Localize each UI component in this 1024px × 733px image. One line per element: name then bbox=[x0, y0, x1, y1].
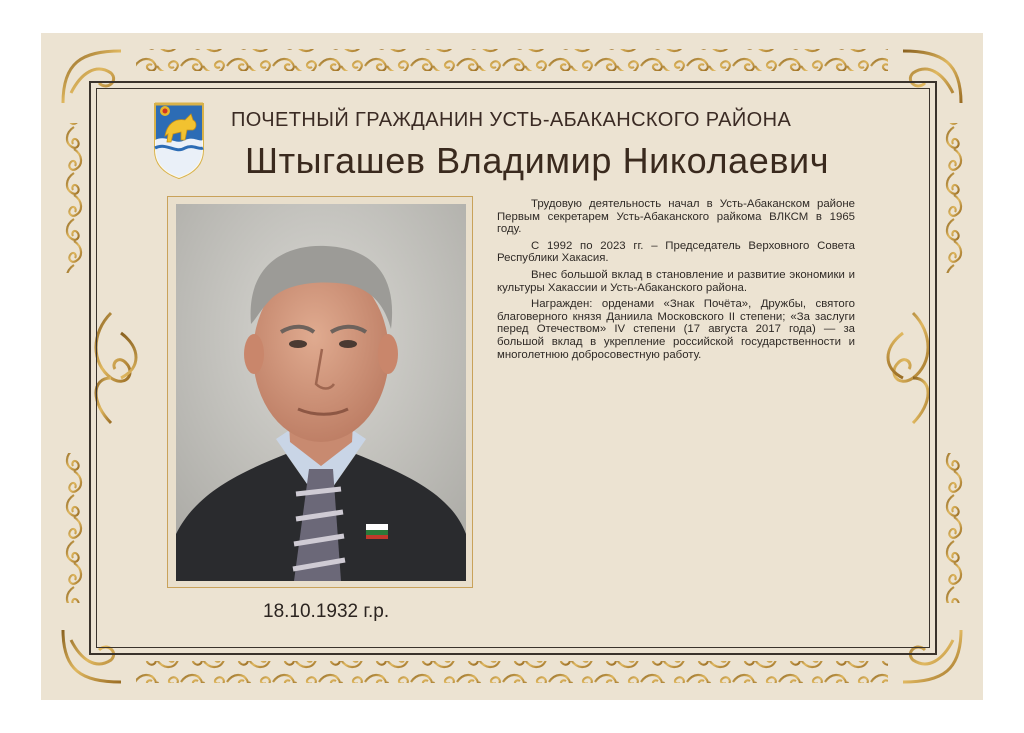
portrait-photo bbox=[176, 204, 466, 581]
bio-paragraph: С 1992 по 2023 гг. – Председатель Верховного Совета Республики Хакасия. bbox=[497, 239, 855, 265]
coat-of-arms-icon bbox=[153, 100, 205, 180]
certificate-card bbox=[41, 33, 983, 700]
birth-date: 18.10.1932 г.р. bbox=[263, 601, 390, 622]
person-name: Штыгашев Владимир Николаевич bbox=[245, 140, 830, 181]
page-title: ПОЧЕТНЫЙ ГРАЖДАНИН УСТЬ-АБАКАНСКОГО РАЙОНА bbox=[231, 109, 792, 131]
bio-paragraph: Трудовую деятельность начал в Усть-Абаканском районе Первым секретарем Усть-Абаканского райкома ВЛКСМ в 1965 году. bbox=[497, 198, 855, 236]
bio-paragraph: Внес большой вклад в становление и развитие экономики и культуры Хакассии и Усть-Абаканского района. bbox=[497, 268, 855, 294]
biography bbox=[497, 198, 855, 365]
bio-paragraph: Награжден: орденами «Знак Почёта», Дружбы, святого благоверного князя Даниила Московского II степени; «За заслуги перед Отечеством» IV степени (17 августа 2017 года) — за большой вклад в укрепление российской государственности и многолетнюю добросовестную работу. bbox=[497, 298, 855, 361]
